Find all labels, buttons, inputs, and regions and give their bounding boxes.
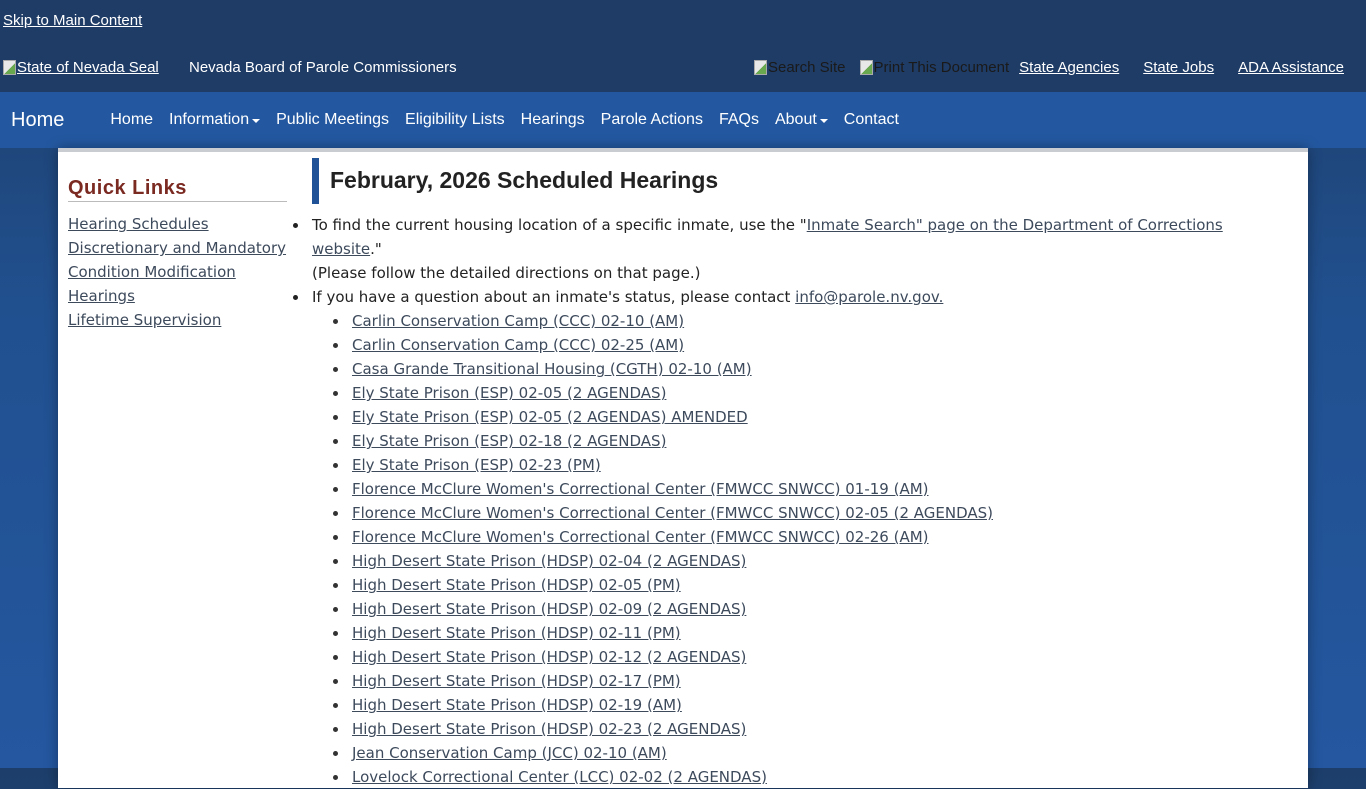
hearing-link[interactable]: Ely State Prison (ESP) 02-05 (2 AGENDAS) AMENDED (352, 408, 748, 426)
hearing-link[interactable]: Florence McClure Women's Correctional Center (FMWCC SNWCC) 02-05 (2 AGENDAS) (352, 504, 993, 522)
list-item (352, 501, 1292, 525)
quick-links-list (68, 212, 287, 332)
quick-link-lifetime-supervision[interactable]: Lifetime Supervision (68, 311, 222, 329)
quick-link-item (68, 260, 287, 284)
hearing-link[interactable]: Florence McClure Women's Correctional Center (FMWCC SNWCC) 02-26 (AM) (352, 528, 929, 546)
site-name: Nevada Board of Parole Commissioners (189, 59, 457, 76)
nav-home[interactable] (110, 111, 153, 129)
info1-text: To find the current housing location of a specific inmate, use the " (312, 216, 807, 234)
nav-contact-label: Contact (843, 111, 899, 128)
hearing-link[interactable]: Ely State Prison (ESP) 02-23 (PM) (352, 456, 601, 474)
hearing-link[interactable]: Florence McClure Women's Correctional Center (FMWCC SNWCC) 01-19 (AM) (352, 480, 929, 498)
main-content (312, 158, 1292, 789)
list-item (352, 573, 1292, 597)
inmate-search-link[interactable]: Inmate Search" page on the Department of Corrections website (312, 216, 1223, 258)
hearing-link[interactable]: Ely State Prison (ESP) 02-05 (2 AGENDAS) (352, 384, 667, 402)
caret-down-icon (820, 119, 828, 123)
ada-assistance-link[interactable]: ADA Assistance (1238, 59, 1344, 76)
nav-eligibility-lists[interactable] (405, 111, 505, 129)
info-item-contact (312, 285, 1292, 789)
hearing-link[interactable]: Jean Conservation Camp (JCC) 02-10 (AM) (352, 744, 667, 762)
state-seal-link[interactable] (3, 59, 159, 76)
print-icon (860, 60, 873, 75)
info-item-inmate-search (312, 213, 1292, 285)
list-item (352, 717, 1292, 741)
list-item (352, 645, 1292, 669)
nav-parole-actions[interactable] (601, 111, 703, 129)
quick-links-sidebar (68, 177, 287, 332)
nav-hearings[interactable] (521, 111, 585, 129)
hearing-link[interactable]: High Desert State Prison (HDSP) 02-09 (2 AGENDAS) (352, 600, 747, 618)
nav-public-meetings[interactable] (276, 111, 389, 129)
nav-about-dropdown[interactable] (775, 111, 828, 129)
nav-public-meetings-label: Public Meetings (276, 111, 390, 128)
nav-faqs-label: FAQs (718, 111, 759, 128)
hearing-link[interactable]: High Desert State Prison (HDSP) 02-05 (PM) (352, 576, 681, 594)
list-item (352, 381, 1292, 405)
list-item (352, 405, 1292, 429)
quick-link-item (68, 284, 287, 308)
quick-link-condition-modification[interactable]: Condition Modification (68, 263, 236, 281)
info-list (312, 213, 1292, 789)
list-item (352, 765, 1292, 789)
top-header (0, 0, 1366, 92)
search-site-button[interactable] (754, 59, 846, 76)
hearing-link[interactable]: High Desert State Prison (HDSP) 02-12 (2 AGENDAS) (352, 648, 747, 666)
search-icon (754, 60, 767, 75)
hearing-link[interactable]: High Desert State Prison (HDSP) 02-04 (2 AGENDAS) (352, 552, 747, 570)
hearing-link[interactable]: Carlin Conservation Camp (CCC) 02-25 (AM) (352, 336, 685, 354)
hearing-link[interactable]: High Desert State Prison (HDSP) 02-11 (PM) (352, 624, 681, 642)
hearing-link[interactable]: Casa Grande Transitional Housing (CGTH) 02-10 (AM) (352, 360, 752, 378)
print-button[interactable] (860, 59, 1010, 76)
list-item (352, 309, 1292, 333)
state-agencies-link[interactable]: State Agencies (1019, 59, 1120, 76)
list-item (352, 333, 1292, 357)
nav-parole-actions-label: Parole Actions (600, 111, 703, 128)
nav-eligibility-lists-label: Eligibility Lists (405, 111, 505, 128)
quick-link-item (68, 212, 287, 236)
skip-to-main-content-link[interactable]: Skip to Main Content (3, 12, 143, 29)
print-alt-text: Print This Document (873, 59, 1010, 76)
list-item (352, 741, 1292, 765)
hearing-list (352, 309, 1292, 789)
nav-faqs[interactable] (719, 111, 759, 129)
hearing-link[interactable]: High Desert State Prison (HDSP) 02-19 (AM) (352, 696, 682, 714)
header-utility-links (754, 59, 1344, 76)
nav-contact[interactable] (844, 111, 899, 129)
list-item (352, 621, 1292, 645)
list-item (352, 549, 1292, 573)
main-navbar (0, 92, 1366, 148)
info1-line2: (Please follow the detailed directions on that page.) (312, 264, 701, 282)
nav-hearings-label: Hearings (520, 111, 585, 128)
hearing-link[interactable]: High Desert State Prison (HDSP) 02-17 (PM) (352, 672, 681, 690)
quick-links-title: Quick Links (68, 177, 287, 202)
quick-link-hearing-schedules[interactable]: Hearing Schedules (68, 215, 209, 233)
info2-text: If you have a question about an inmate's status, please contact (312, 288, 796, 306)
page-title: February, 2026 Scheduled Hearings (312, 158, 1292, 204)
quick-link-item (68, 236, 287, 260)
list-item (352, 693, 1292, 717)
caret-down-icon (252, 119, 260, 123)
list-item (352, 453, 1292, 477)
list-item (352, 429, 1292, 453)
hearing-link[interactable]: High Desert State Prison (HDSP) 02-23 (2 AGENDAS) (352, 720, 747, 738)
list-item (352, 477, 1292, 501)
broken-image-icon (3, 60, 16, 75)
hearing-link[interactable]: Ely State Prison (ESP) 02-18 (2 AGENDAS) (352, 432, 667, 450)
contact-email-link[interactable]: info@parole.nv.gov. (795, 288, 944, 306)
quick-link-discretionary-mandatory[interactable]: Discretionary and Mandatory (68, 239, 287, 257)
navbar-brand-home[interactable]: Home (11, 108, 65, 131)
quick-link-item (68, 308, 287, 332)
list-item (352, 597, 1292, 621)
hearing-link[interactable]: Carlin Conservation Camp (CCC) 02-10 (AM) (352, 312, 685, 330)
nav-information-dropdown[interactable] (169, 111, 260, 129)
list-item (352, 357, 1292, 381)
quick-link-hearings[interactable]: Hearings (68, 287, 135, 305)
content-card (58, 148, 1308, 788)
nav-home-label: Home (110, 111, 154, 128)
state-jobs-link[interactable]: State Jobs (1143, 59, 1215, 76)
search-alt-text: Search Site (767, 59, 846, 76)
hearing-link[interactable]: Lovelock Correctional Center (LCC) 02-02 (2 AGENDAS) (352, 768, 767, 786)
list-item (352, 525, 1292, 549)
seal-alt-text: State of Nevada Seal (17, 59, 159, 76)
nav-information-label: Information (169, 111, 250, 128)
nav-about-label: About (774, 111, 817, 128)
list-item (352, 669, 1292, 693)
info1-suffix: ." (370, 240, 382, 258)
